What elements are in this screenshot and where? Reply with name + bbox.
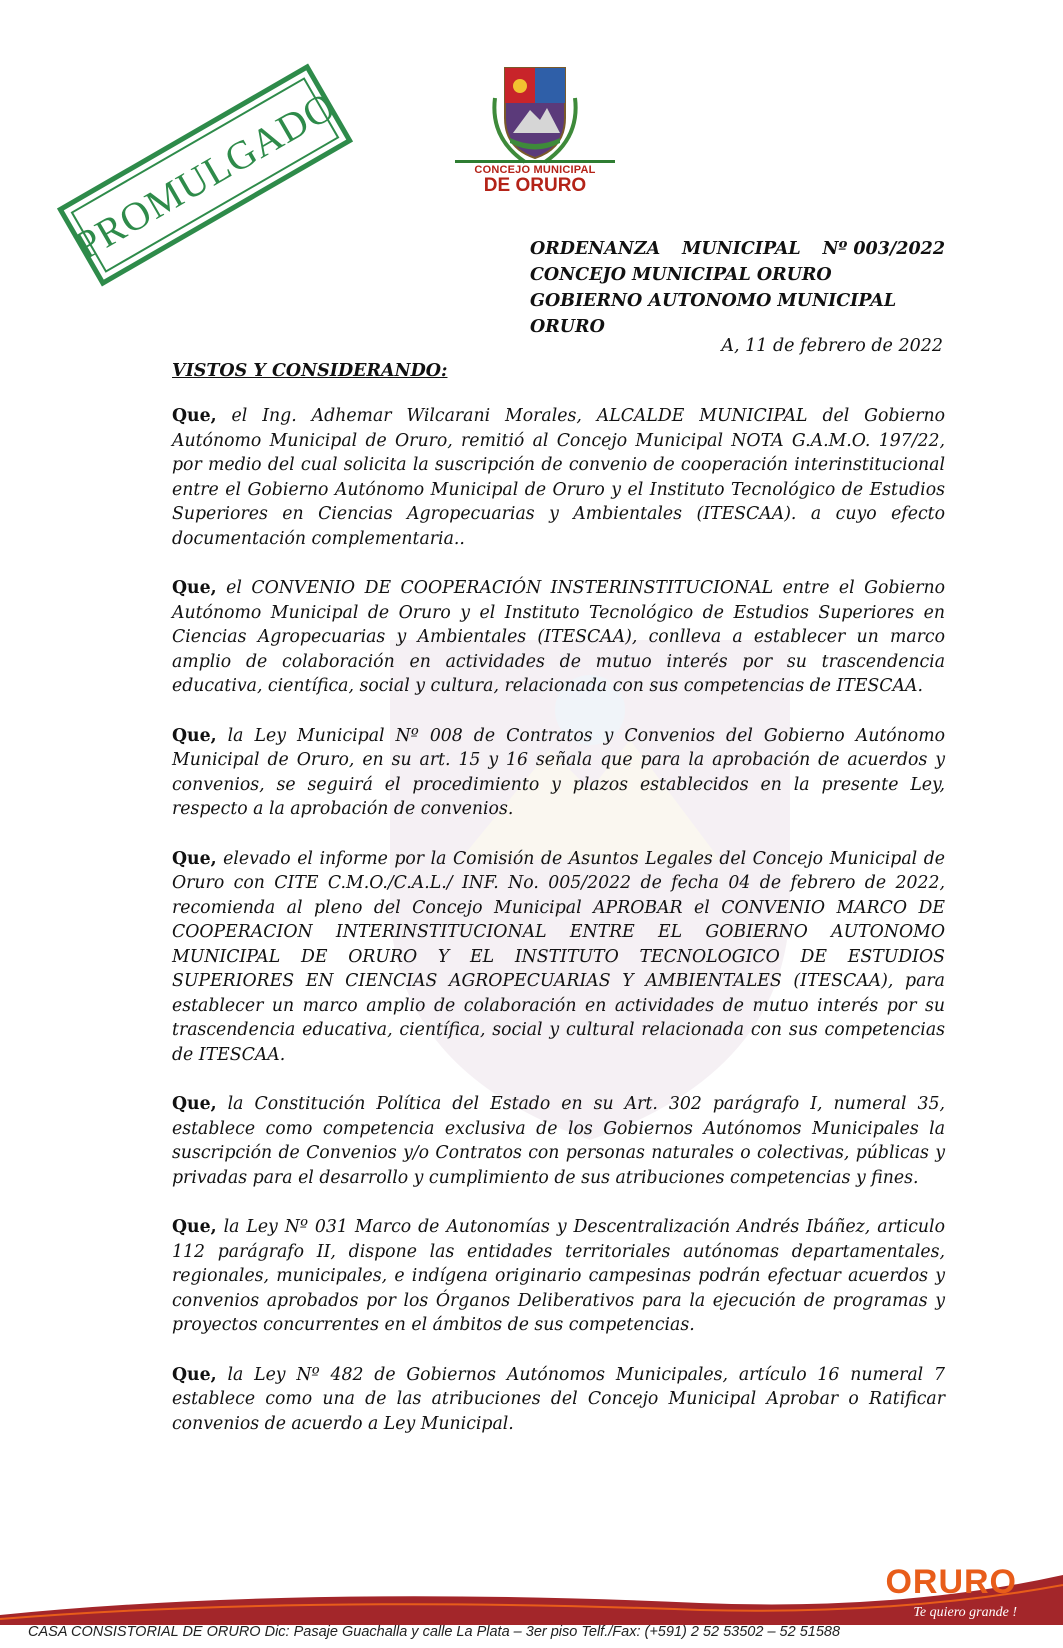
footer-brand-name: ORURO xyxy=(885,1563,1017,1601)
footer-slogan: Te quiero grande ! xyxy=(913,1605,1017,1620)
paragraph: Que, la Ley Nº 031 Marco de Autonomías y Descentralización Andrés Ibáñez, articulo 112 parágrafo II, dispone las entidades territoriales autónomas departamentales, regionales, municipales, e indígena originario campesinas podrán efectuar acuerdos y convenios aprobados por los Órganos Deliberativos para la ejecución de programas y proyectos concurrentes en el ámbitos de sus competencias. xyxy=(172,1217,945,1335)
council-logo-line2: DE ORURO xyxy=(483,175,587,196)
paragraph: Que, la Ley Nº 482 de Gobiernos Autónomos Municipales, artículo 16 numeral 7 establece como una de las atribuciones del Concejo Municipal Aprobar o Ratificar convenios de acuerdo a Ley Municipal. xyxy=(172,1364,945,1434)
section-title: VISTOS Y CONSIDERANDO: xyxy=(172,361,448,381)
council-logo xyxy=(455,160,615,196)
footer-address: CASA CONSISTORIAL DE ORURO Dic: Pasaje Guachalla y calle La Plata – 3er piso Telf./Fax: (+591) 2 52 53502 – 52 51588 xyxy=(28,1624,841,1640)
paragraph: Que, la Ley Municipal Nº 008 de Contratos y Convenios del Gobierno Autónomo Municipal de Oruro, en su art. 15 y 16 señala que para la aprobación de acuerdos y convenios, se seguirá el procedimiento y plazos establecidos en la presente Ley, respecto a la aprobación de convenios. xyxy=(172,725,945,819)
document-body xyxy=(172,404,945,1461)
header-ordinance: ORDENANZA xyxy=(530,239,661,259)
paragraph: Que, elevado el informe por la Comisión de Asuntos Legales del Concejo Municipal de Oruro con CITE C.M.O./C.A.L./ INF. No. 005/2022 de fecha 04 de febrero de 2022, recomienda al pleno del Concejo Municipal APROBAR el CONVENIO MARCO DE COOPERACION INTERINSTITUCIONAL ENTRE EL GOBIERNO AUTONOMO MUNICIPAL DE ORURO Y EL INSTITUTO TECNOLOGICO DE ESTUDIOS SUPERIORES EN CIENCIAS AGROPECUARIAS Y AMBIENTALES (ITESCAA), para establecer un marco amplio de colaboración en actividades de mutuo interés por su trascendencia educativa, científica, social y cultural relacionada con sus competencias de ITESCAA. xyxy=(172,848,945,1065)
header-municipal: MUNICIPAL xyxy=(682,239,801,259)
council-logo-line1: CONCEJO MUNICIPAL xyxy=(455,160,615,176)
ordinance-header xyxy=(530,236,945,340)
header-line-3: GOBIERNO AUTONOMO MUNICIPAL ORURO xyxy=(530,291,897,337)
footer-brand xyxy=(885,1565,1017,1621)
oruro-crest-icon xyxy=(485,58,585,168)
stamp-text: PROMULGADO xyxy=(67,82,343,268)
header-line-2: CONCEJO MUNICIPAL ORURO xyxy=(530,265,832,285)
header-line-1 xyxy=(530,236,945,262)
promulgado-stamp xyxy=(57,64,353,287)
paragraph: Que, el CONVENIO DE COOPERACIÓN INSTERINSTITUCIONAL entre el Gobierno Autónomo Municipal de Oruro y el Instituto Tecnológico de Estudios Superiores en Ciencias Agropecuarias y Ambientales (ITESCAA), conlleva a establecer un marco amplio de colaboración en actividades de mutuo interés por su trascendencia educativa, científica, social y cultura, relacionada con sus competencias de ITESCAA. xyxy=(172,578,945,696)
paragraph: Que, el Ing. Adhemar Wilcarani Morales, ALCALDE MUNICIPAL del Gobierno Autónomo Municipal de Oruro, remitió al Concejo Municipal NOTA G.A.M.O. 197/22, por medio del cual solicita la suscripción de convenio de cooperación interinstitucional entre el Gobierno Autónomo Municipal de Oruro y el Instituto Tecnológico de Estudios Superiores en Ciencias Agropecuarias y Ambientales (ITESCAA). a cuyo efecto documentación complementaria.. xyxy=(172,406,945,549)
document-date: A, 11 de febrero de 2022 xyxy=(721,336,943,356)
header-number: Nº 003/2022 xyxy=(822,239,945,259)
paragraph: Que, la Constitución Política del Estado en su Art. 302 parágrafo I, numeral 35, establece como competencia exclusiva de los Gobiernos Autónomos Municipales la suscripción de Convenios y/o Contratos con personas naturales o colectivas, públicas y privadas para el desarrollo y cumplimiento de sus atribuciones competencias y fines. xyxy=(172,1094,945,1188)
